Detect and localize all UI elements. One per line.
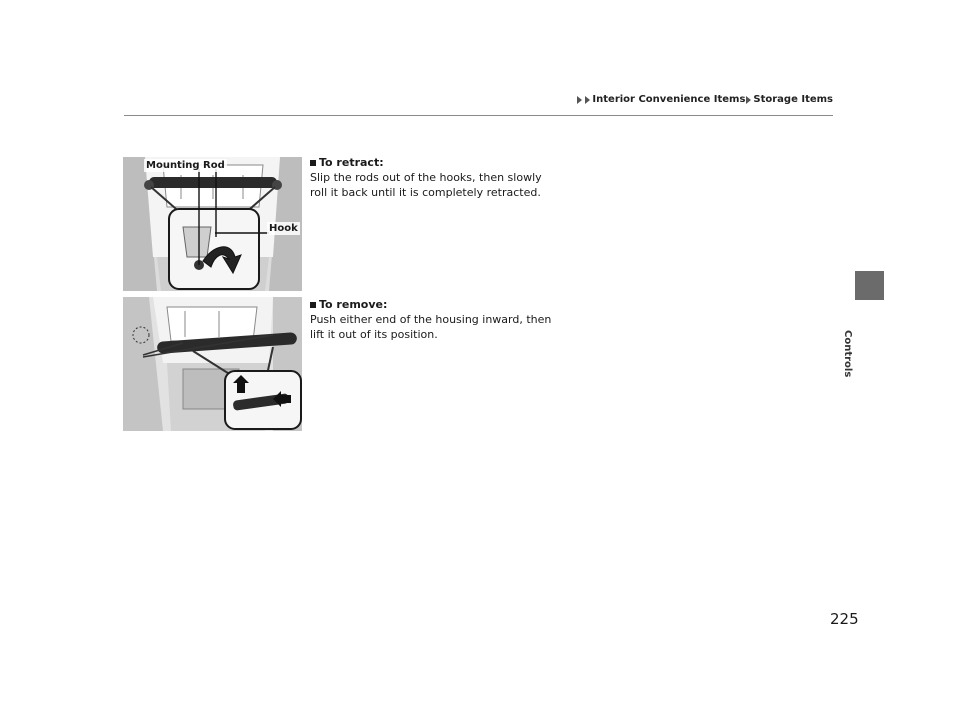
section-heading — [310, 297, 560, 312]
section-heading — [310, 155, 560, 170]
breadcrumb — [576, 94, 833, 105]
page-number: 225 — [830, 610, 859, 628]
heading-text: To retract: — [319, 156, 384, 169]
arrow-right-icon — [746, 96, 751, 104]
heading-text: To remove: — [319, 298, 388, 311]
callout-hook: Hook — [269, 223, 298, 234]
breadcrumb-item-storage-items[interactable]: Storage Items — [753, 94, 833, 105]
callout-mounting-rod: Mounting Rod — [146, 160, 225, 171]
arrow-right-icon — [577, 96, 582, 104]
square-bullet-icon — [310, 302, 316, 308]
section-body: Push either end of the housing inward, then lift it out of its position. — [310, 313, 552, 341]
arrow-right-icon — [585, 96, 590, 104]
section-remove — [310, 297, 560, 342]
figure-retract-cover — [123, 157, 302, 291]
header-rule — [124, 115, 833, 116]
section-body: Slip the rods out of the hooks, then slowly roll it back until it is completely retracted. — [310, 171, 542, 199]
breadcrumb-item-interior-convenience[interactable]: Interior Convenience Items — [592, 94, 746, 105]
chapter-tab-marker — [855, 271, 884, 300]
chapter-tab-label: Controls — [842, 330, 853, 378]
figure-remove-cover — [123, 297, 302, 431]
section-retract — [310, 155, 560, 200]
square-bullet-icon — [310, 160, 316, 166]
